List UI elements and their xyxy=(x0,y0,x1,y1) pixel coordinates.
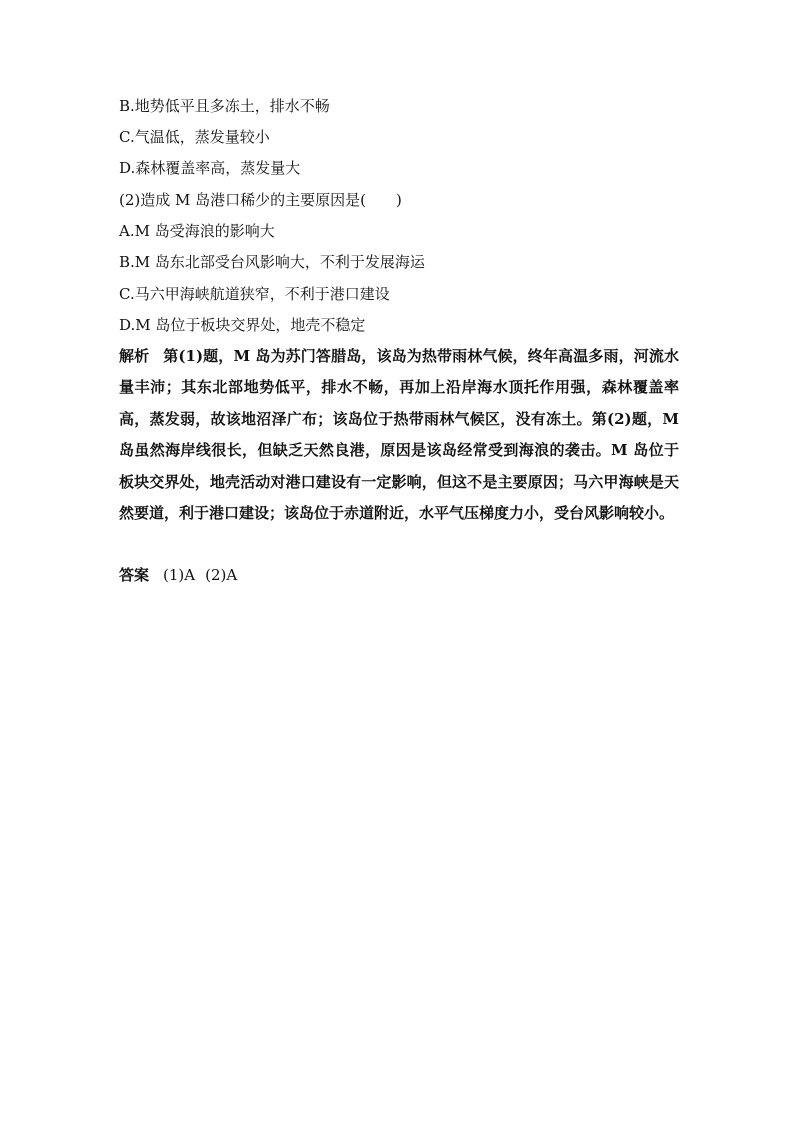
analysis-paragraph xyxy=(119,341,679,529)
q2-stem: (2)造成 M 岛港口稀少的主要原因是( ) xyxy=(119,191,402,209)
q1-option-d: D.森林覆盖率高，蒸发量大 xyxy=(119,159,301,177)
q2-option-d: D.M 岛位于板块交界处，地壳不稳定 xyxy=(119,316,366,334)
q1-option-b: B.地势低平且多冻土，排水不畅 xyxy=(119,97,330,115)
q2-option-a: A.M 岛受海浪的影响大 xyxy=(119,222,275,240)
q2-option-b: B.M 岛东北部受台风影响大，不利于发展海运 xyxy=(119,253,425,271)
answer-part-1: (1)A xyxy=(163,566,196,584)
analysis-text: 第(1)题，M 岛为苏门答腊岛，该岛为热带雨林气候，终年高温多雨，河流水量丰沛；其东北部地势低平，排水不畅，再加上沿岸海水顶托作用强，森林覆盖率高，蒸发弱，故该地沼泽广布；该岛位于热带雨林气候区，没有冻土。第(2)题，M 岛虽然海岸线很长，但缺乏天然良港，原因是该岛经常受到海浪的袭击。M 岛位于板块交界处，地壳活动对港口建设有一定影响，但这不是主要原因；马六甲海峡是天然要道，利于港口建设；该岛位于赤道附近，水平气压梯度力小，受台风影响较小。 xyxy=(119,347,679,523)
answer-line xyxy=(119,565,237,585)
answer-label: 答案 xyxy=(119,566,150,584)
analysis-label: 解析 xyxy=(119,347,150,365)
answer-part-2: (2)A xyxy=(205,566,238,584)
q2-option-c: C.马六甲海峡航道狭窄，不利于港口建设 xyxy=(119,285,390,303)
q1-option-c: C.气温低，蒸发量较小 xyxy=(119,128,270,146)
